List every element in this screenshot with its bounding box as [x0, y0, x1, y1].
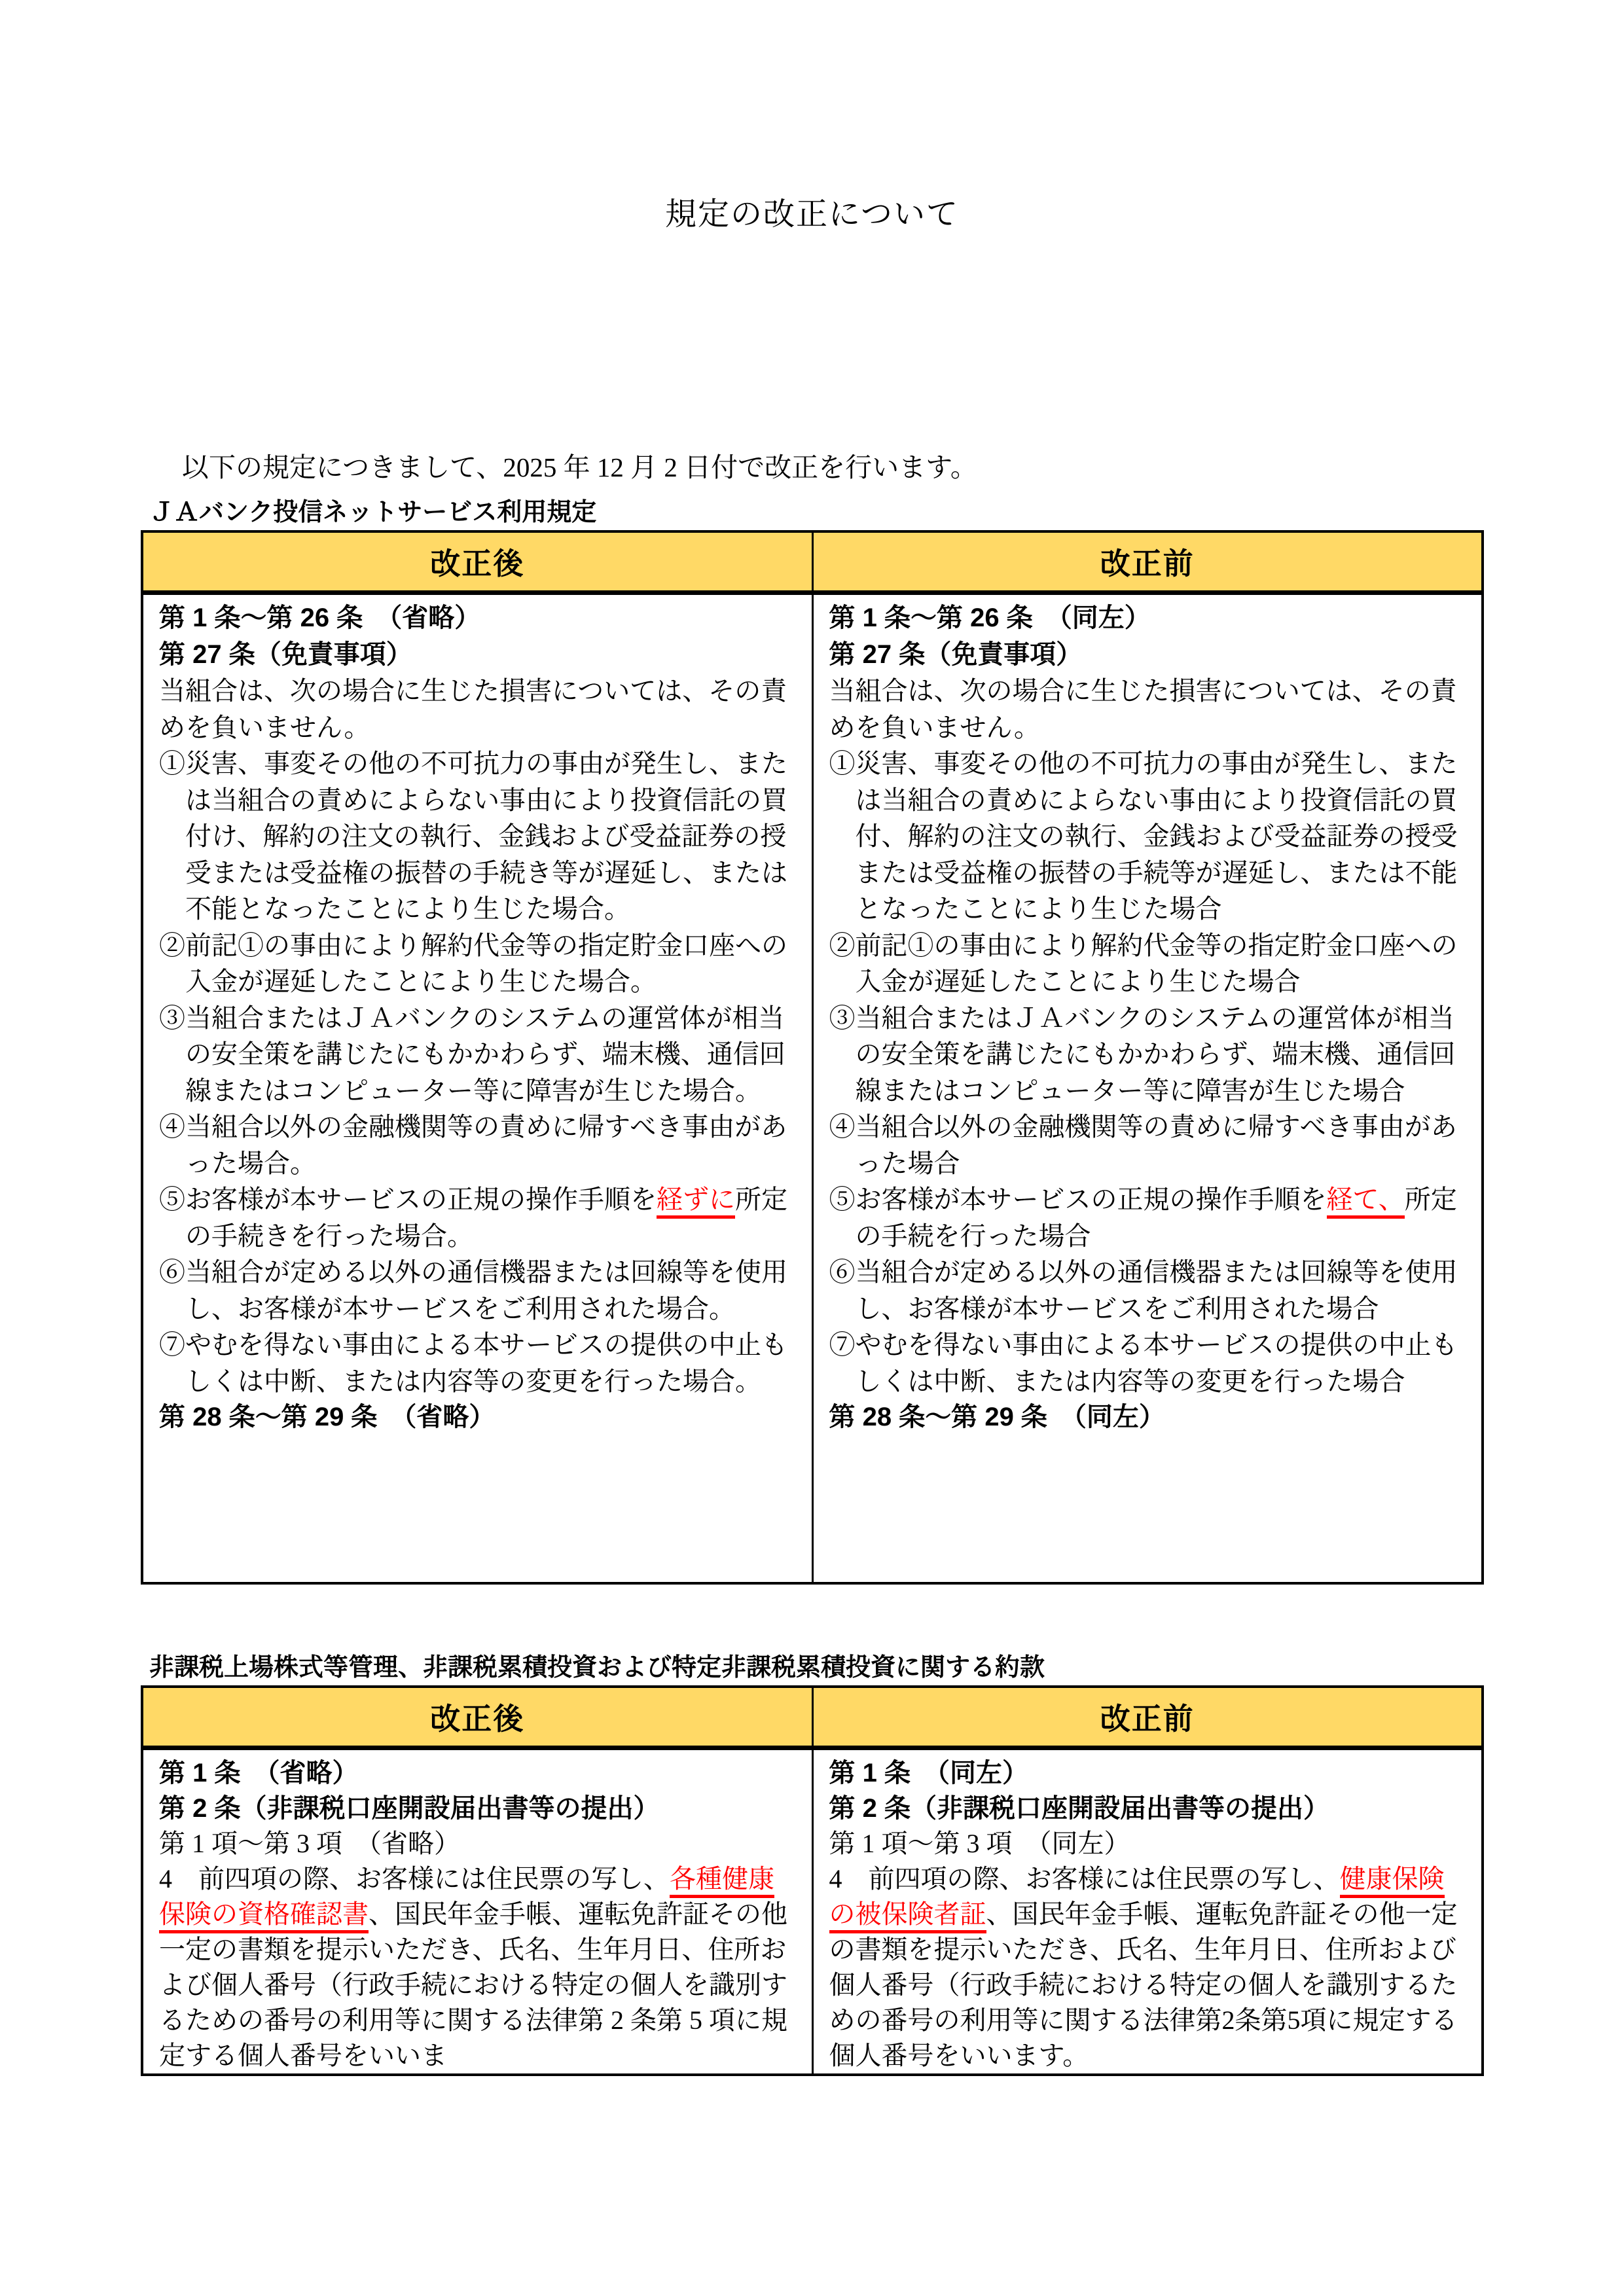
text-segment: ⑤お客様が本サービスの正規の操作手順を: [829, 1185, 1327, 1214]
cell-content: [829, 600, 1466, 1582]
regulation-section: [0, 498, 1624, 1585]
text-segment: 当組合は、次の場合に生じた損害については、その責めを負いません。: [159, 676, 787, 742]
text-line: [829, 1861, 1466, 2073]
text-segment: 第 27 条（免責事項）: [159, 639, 412, 669]
cell-before: [812, 593, 1483, 1584]
text-line: [829, 1109, 1466, 1181]
text-line: [829, 1000, 1466, 1109]
text-segment: 第 1 条 （同左）: [829, 1759, 1028, 1787]
text-line: [829, 673, 1466, 745]
col-header-after: 改正後: [142, 531, 812, 593]
text-line: [159, 1755, 796, 1791]
document-title: 規定の改正について: [664, 197, 960, 232]
col-header-before: 改正前: [812, 531, 1483, 593]
text-segment: 4 前四項の際、お客様には住民票の写し、: [159, 1864, 670, 1893]
text-line: [159, 1399, 796, 1436]
text-segment: 第 1 条～第 26 条 （省略）: [159, 603, 481, 632]
text-segment: ①災害、事変その他の不可抗力の事由が発生し、または当組合の責めによらない事由により投資信託の買付け、解約の注文の執行、金銭および受益証券の授受または受益権の振替の手続き等が遅延し、または不能となったことにより生じた場合。: [159, 749, 787, 924]
revision-highlight: 健康保険の被保険者証: [829, 1864, 1445, 1933]
sections-container: [0, 498, 1624, 2076]
text-segment: 、国民年金手帳、運転免許証その他一定の書類を提示いただき、氏名、生年月日、住所および個人番号（行政手続における特定の個人を識別するための番号の利用等に関する法律第2条第5項に規定する個人番号をいいます。: [829, 1899, 1458, 2070]
text-segment: ③当組合またはＪＡバンクのシステムの運営体が相当の安全策を講じたにもかかわらず、端末機、通信回線またはコンピューター等に障害が生じた場合。: [159, 1003, 785, 1105]
text-segment: ③当組合またはＪＡバンクのシステムの運営体が相当の安全策を講じたにもかかわらず、端末機、通信回線またはコンピューター等に障害が生じた場合: [829, 1003, 1456, 1105]
text-line: [829, 1755, 1466, 1791]
text-segment: ④当組合以外の金融機関等の責めに帰すべき事由があった場合: [829, 1112, 1457, 1178]
revision-highlight: 各種健康保険の資格確認書: [159, 1864, 774, 1933]
text-line: [159, 745, 796, 927]
revision-highlight: 経ずに: [657, 1185, 735, 1219]
text-segment: 当組合は、次の場合に生じた損害については、その責めを負いません。: [829, 676, 1457, 742]
text-line: [829, 637, 1466, 673]
text-line: [159, 927, 796, 1000]
text-line: [829, 600, 1466, 637]
text-segment: ①災害、事変その他の不可抗力の事由が発生し、または当組合の責めによらない事由により投資信託の買付、解約の注文の執行、金銭および受益証券の授受または受益権の振替の手続等が遅延し、または不能となったことにより生じた場合: [829, 749, 1458, 924]
text-line: [829, 1181, 1466, 1254]
text-line: [159, 1826, 796, 1861]
text-segment: 4 前四項の際、お客様には住民票の写し、: [829, 1864, 1340, 1893]
regulation-section: [0, 1653, 1624, 2076]
text-line: [159, 1327, 796, 1399]
text-line: [159, 600, 796, 637]
header-row: [142, 531, 1483, 593]
text-segment: 第 27 条（免責事項）: [829, 639, 1083, 669]
text-segment: ②前記①の事由により解約代金等の指定貯金口座への入金が遅延したことにより生じた場合。: [159, 930, 787, 996]
text-segment: 第 1 条 （省略）: [159, 1759, 359, 1787]
text-line: [159, 1181, 796, 1254]
text-line: [829, 745, 1466, 927]
cell-content: [159, 1755, 796, 2073]
text-line: [159, 1000, 796, 1109]
text-segment: ⑦やむを得ない事由による本サービスの提供の中止もしくは中断、または内容等の変更を行った場合。: [159, 1330, 787, 1396]
cell-content: [829, 1755, 1466, 2073]
text-line: [829, 1254, 1466, 1327]
section-heading: ＪＡバンク投信ネットサービス利用規定: [149, 499, 597, 526]
text-line: [829, 1791, 1466, 1826]
text-segment: 、国民年金手帳、運転免許証その他一定の書類を提示いただき、氏名、生年月日、住所および個人番号（行政手続における特定の個人を識別するための番号の利用等に関する法律第 2 条第 5 項に規定する個人番号をいいま: [159, 1899, 787, 2070]
text-segment: ⑤お客様が本サービスの正規の操作手順を: [159, 1185, 657, 1214]
comparison-table: [141, 1685, 1484, 2076]
body-row: [142, 1748, 1483, 2075]
cell-after: [142, 593, 812, 1584]
comparison-table: [141, 530, 1484, 1585]
intro-text: 以下の規定につきまして、2025 年 12 月 2 日付で改正を行います。: [182, 452, 977, 482]
cell-before: [812, 1748, 1483, 2075]
text-line: [159, 673, 796, 745]
text-segment: 所定の手続を行った場合: [855, 1185, 1457, 1251]
text-segment: 所定の手続きを行った場合。: [185, 1185, 787, 1251]
revision-highlight: 経て、: [1327, 1185, 1405, 1219]
header-row: [142, 1687, 1483, 1748]
text-line: [159, 637, 796, 673]
section-heading: 非課税上場株式等管理、非課税累積投資および特定非課税累積投資に関する約款: [149, 1654, 1045, 1681]
text-segment: ⑥当組合が定める以外の通信機器または回線等を使用し、お客様が本サービスをご利用された場合。: [159, 1257, 787, 1323]
text-line: [159, 1791, 796, 1826]
text-segment: 第 1 項～第 3 項 （同左）: [829, 1829, 1130, 1858]
text-line: [159, 1254, 796, 1327]
body-row: [142, 593, 1483, 1584]
text-segment: 第 2 条（非課税口座開設届出書等の提出）: [829, 1794, 1329, 1823]
text-line: [829, 927, 1466, 1000]
text-segment: 第 28 条～第 29 条 （同左）: [829, 1403, 1165, 1431]
text-segment: 第 2 条（非課税口座開設届出書等の提出）: [159, 1794, 660, 1823]
text-line: [829, 1399, 1466, 1436]
col-header-after: 改正後: [142, 1687, 812, 1748]
col-header-before: 改正前: [812, 1687, 1483, 1748]
cell-after: [142, 1748, 812, 2075]
text-line: [159, 1109, 796, 1181]
text-segment: 第 1 条～第 26 条 （同左）: [829, 603, 1151, 632]
text-segment: ②前記①の事由により解約代金等の指定貯金口座への入金が遅延したことにより生じた場合: [829, 930, 1458, 996]
text-line: [829, 1327, 1466, 1399]
text-segment: ⑦やむを得ない事由による本サービスの提供の中止もしくは中断、または内容等の変更を行った場合: [829, 1330, 1458, 1396]
text-segment: 第 28 条～第 29 条 （省略）: [159, 1403, 496, 1431]
text-segment: ④当組合以外の金融機関等の責めに帰すべき事由があった場合。: [159, 1112, 787, 1178]
text-line: [159, 1861, 796, 2073]
cell-content: [159, 600, 796, 1582]
text-line: [829, 1826, 1466, 1861]
text-segment: 第 1 項～第 3 項 （省略）: [159, 1829, 460, 1858]
text-segment: ⑥当組合が定める以外の通信機器または回線等を使用し、お客様が本サービスをご利用された場合: [829, 1257, 1458, 1323]
